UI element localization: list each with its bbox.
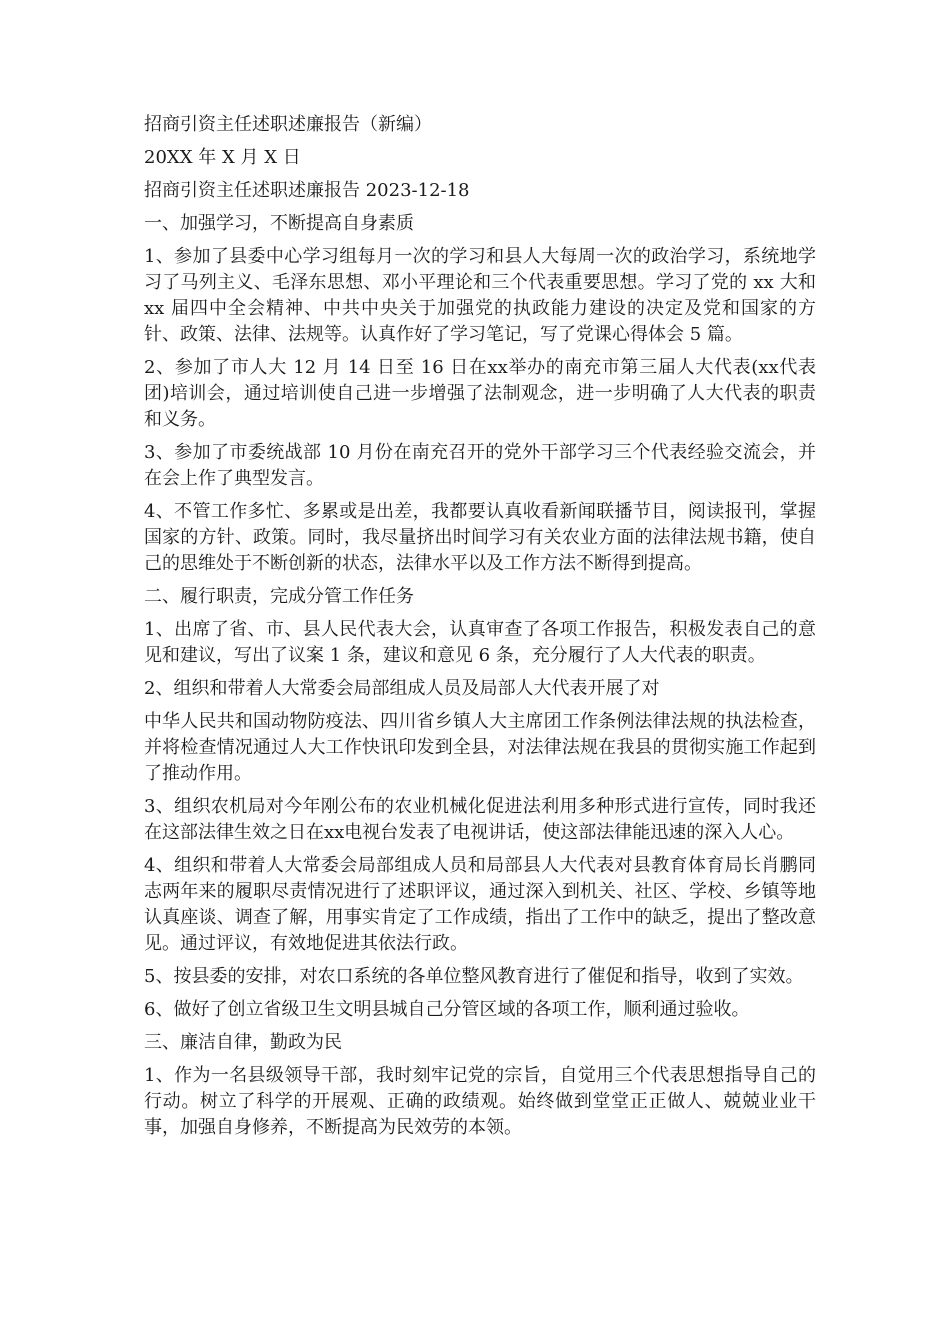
paragraph-2-2-cont: 中华人民共和国动物防疫法、四川省乡镇人大主席团工作条例法律法规的执法检查，并将检查情况通过人大工作快讯印发到全县，对法律法规在我县的贯彻实施工作起到了推动作用。: [144, 711, 816, 784]
document-body: [144, 112, 816, 1148]
paragraph-1-2: 2、参加了市人大 12 月 14 日至 16 日在xx举办的南充市第三届人大代表(xx代表团)培训会，通过培训使自己进一步增强了法制观念，进一步明确了人大代表的职责和义务。: [144, 357, 816, 430]
paragraph-2-4: 4、组织和带着人大常委会局部组成人员和局部县人大代表对县教育体育局长肖鹏同志两年来的履职尽责情况进行了述职评议，通过深入到机关、社区、学校、乡镇等地认真座谈、调查了解，用事实肯定了工作成绩，指出了工作中的缺乏，提出了整改意见。通过评议，有效地促进其依法行政。: [144, 855, 816, 954]
document-date: 20XX 年 X 月 X 日: [144, 147, 301, 168]
paragraph-2-3: 3、组织农机局对今年刚公布的农业机械化促进法利用多种形式进行宣传，同时我还在这部法律生效之日在xx电视台发表了电视讲话，使这部法律能迅速的深入人心。: [144, 796, 816, 843]
paragraph-2-1: 1、出席了省、市、县人民代表大会，认真审查了各项工作报告，积极发表自己的意见和建议，写出了议案 1 条，建议和意见 6 条，充分履行了人大代表的职责。: [144, 619, 816, 666]
paragraph-2-5: 5、按县委的安排，对农口系统的各单位整风教育进行了催促和指导，收到了实效。: [144, 966, 804, 987]
section-heading-2: 二、履行职责，完成分管工作任务: [144, 586, 414, 607]
paragraph-3-1: 1、作为一名县级领导干部，我时刻牢记党的宗旨，自觉用三个代表思想指导自己的行动。树立了科学的开展观、正确的政绩观。始终做到堂堂正正做人、兢兢业业干事，加强自身修养，不断提高为民效劳的本领。: [144, 1065, 816, 1138]
paragraph-1-4: 4、不管工作多忙、多累或是出差，我都要认真收看新闻联播节目，阅读报刊，掌握国家的方针、政策。同时，我尽量挤出时间学习有关农业方面的法律法规书籍，使自己的思维处于不断创新的状态，法律水平以及工作方法不断得到提高。: [144, 501, 816, 574]
document-title: 招商引资主任述职述廉报告（新编）: [144, 114, 432, 135]
paragraph-2-2: 2、组织和带着人大常委会局部组成人员及局部人大代表开展了对: [144, 678, 660, 699]
section-heading-3: 三、廉洁自律，勤政为民: [144, 1032, 342, 1053]
paragraph-1-3: 3、参加了市委统战部 10 月份在南充召开的党外干部学习三个代表经验交流会，并在会上作了典型发言。: [144, 442, 816, 489]
section-heading-1: 一、加强学习，不断提高自身素质: [144, 213, 414, 234]
document-subtitle: 招商引资主任述职述廉报告 2023-12-18: [144, 180, 470, 201]
paragraph-2-6: 6、做好了创立省级卫生文明县城自己分管区域的各项工作，顺利通过验收。: [144, 999, 750, 1020]
paragraph-1-1: 1、参加了县委中心学习组每月一次的学习和县人大每周一次的政治学习，系统地学习了马列主义、毛泽东思想、邓小平理论和三个代表重要思想。学习了党的 xx 大和 xx 届四中全会精神、中共中央关于加强党的执政能力建设的决定及党和国家的方针、政策、法律、法规等。认真作好了学习笔记，写了党课心得体会 5 篇。: [144, 246, 816, 345]
